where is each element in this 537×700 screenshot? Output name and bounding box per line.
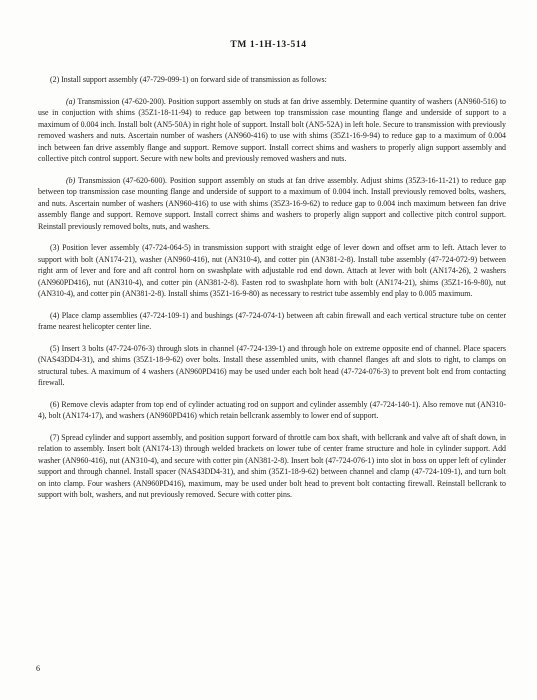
- paragraph-6: [38, 399, 506, 422]
- paragraph-2a-label: (a): [66, 96, 76, 106]
- document-body: [38, 74, 506, 511]
- paragraph-3: [38, 242, 506, 300]
- paragraph-2a-text: Transmission (47-620-200). Position support assembly on studs at fan drive assembly. Determine quantity of washers (AN960-516) to use in conjuction with shims (35Z1-18-11-94) to reduce gap between top transmission case mounting flange and underside of support to a maximum of 0.004 inch. Install bolt (AN5-50A) in right hole of support. Install bolt (AN5-52A) in left hole. Secure to transmission with previously removed washers and nuts. Ascertain number of washers (AN960-416) to use with shims (35Z1-16-9-94) to reduce gap to a maximum of 0.004 inch between fan drive assembly flange and support. Remove support. Install correct shims and washers to properly align support assembly and collective pitch control support. Secure with new bolts and previously removed washers and nuts.: [38, 96, 506, 163]
- paragraph-2b-text: Transmission (47-620-600). Position support assembly on studs at fan drive assembly. Adjust shims (35Z3-16-11-21) to reduce gap between top transmission case mounting flange and underside of support to a maximum of 0.004 inch. Install previously removed bolts, washers, and nuts. Ascertain number of washers (AN960-416) to use with shims (35Z3-16-9-62) to reduce gap to 0.004 inch maximum between fan drive assembly flange and support. Remove support. Install correct shims and washers to properly align support and collective pitch control support. Reinstall previously removed bolts, nuts, and washers.: [38, 175, 506, 231]
- paragraph-5-text: (5) Insert 3 bolts (47-724-076-3) through slots in channel (47-724-139-1) and through hole on extreme opposite end of channel. Place spacers (NAS43DD4-31), and shims (35Z1-18-9-62) over bolts. Install these assembled units, with channel flanges aft and slots to right, to clamps on structural tubes. A maximum of 4 washers (AN960PD416) may be used under each bolt head (47-724-076-3) to prevent bolt end from contacting firewall.: [38, 343, 506, 387]
- paragraph-7: [38, 432, 506, 501]
- paragraph-3-text: (3) Position lever assembly (47-724-064-5) in transmission support with straight edge of lever down and offset arm to left. Attach lever to support with bolt (AN174-21), washer (AN960-416), nut (AN310-4), and cotter pin (AN381-2-8). Install tube assembly (47-724-072-9) between right arm of lever and fore and aft control horn on swashplate with adjustable rod end down. Attach at lever with bolt (AN174-26), 2 washers (AN960PD416), nut (AN310-4), and cotter pin (AN381-2-8). Fasten rod to swashplate horn with bolt (AN174-21), shims (35Z1-16-9-80), nut (AN310-4), and cotter pin (AN381-2-8). Install shims (35Z1-16-9-80) as necessary to restrict tube assembly end play to 0.005 maximum.: [38, 243, 506, 298]
- paragraph-2b: [38, 175, 506, 233]
- paragraph-7-text: (7) Spread cylinder and support assembly, and position support forward of throttle cam box shaft, with bellcrank and valve aft of shaft down, in relation to assembly. Insert bolt (AN174-13) through welded brackets on lower tube of center frame structure and hole in cylinder support. Add washer (AN960-416), nut (AN310-4), and secure with cotter pin (AN381-2-8). Insert bolt (47-724-076-1) into slot in boss on upper left of cylinder support and through channel. Install spacer (NAS43DD4-31), and shim (35Z1-18-9-62) between channel and clamp (47-724-109-1), and turn bolt on into clamp. Four washers (AN960PD416), maximum, may be used under bolt head to prevent bolt contacting firewall. Reinstall bellcrank to support with bolt, washers, and nut previously removed. Secure with cotter pins.: [38, 432, 506, 499]
- paragraph-2-text: (2) Install support assembly (47-729-099-1) on forward side of transmission as follows:: [50, 75, 327, 84]
- page-number: 6: [36, 664, 40, 673]
- paragraph-2: [38, 74, 506, 86]
- paragraph-2b-label: (b): [66, 175, 76, 185]
- paragraph-6-text: (6) Remove clevis adapter from top end of cylinder actuating rod on support and cylinder assembly (47-724-140-1). Also remove nut (AN310-4), bolt (AN174-17), and washers (AN960PD416) which retain bellcrank assembly to lower end of support.: [38, 399, 506, 420]
- paragraph-5: [38, 343, 506, 389]
- paragraph-2a: [38, 96, 506, 165]
- paragraph-4: [38, 310, 506, 333]
- document-header: TM 1-1H-13-514: [230, 40, 307, 50]
- paragraph-4-text: (4) Place clamp assemblies (47-724-109-1) and bushings (47-724-074-1) between aft cabin firewall and each vertical structure tube on center frame nearest helicopter center line.: [38, 310, 506, 331]
